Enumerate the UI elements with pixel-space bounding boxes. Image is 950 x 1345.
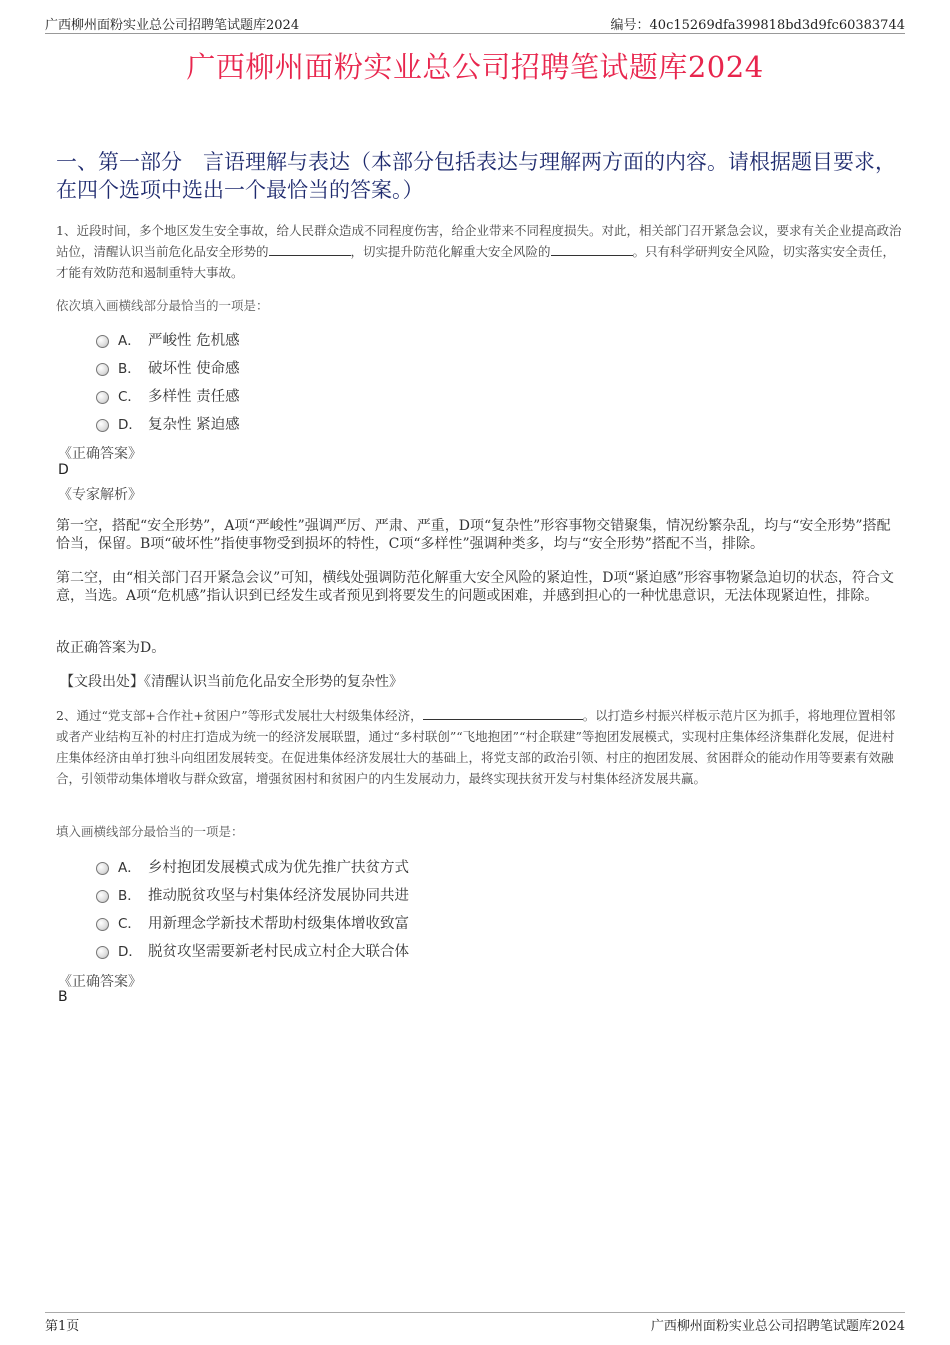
radio-button-icon[interactable] (96, 363, 109, 376)
question-1-text-part-a: 1、近段时间，多个地区发生安全事故，给人民群众造成不同程度伤害，给企业带来不同程度损失。对此，相关部门召开紧急会议，要求有关企业提高政治站位，清醒认识当前危化品安全形势的 (56, 223, 902, 259)
option-d[interactable] (96, 936, 409, 964)
radio-button-icon[interactable] (96, 946, 109, 959)
option-text: 脱贫攻坚需要新老村民成立村企大联合体 (148, 943, 409, 960)
answer-blank-2 (551, 244, 633, 256)
answer-blank-1 (269, 244, 351, 256)
analysis-paragraph-1: 第一空，搭配“安全形势”，A项“严峻性”强调严厉、严肃、严重，D项“复杂性”形容事物交错聚集，情况纷繁杂乱，均与“安全形势”搭配恰当，保留。B项“破坏性”指使事物受到损坏的特性，C项“多样性”强调种类多，均与“安全形势”搭配不当，排除。 (56, 518, 891, 552)
analysis-paragraph-2: 第二空，由“相关部门召开紧急会议”可知，横线处强调防范化解重大安全风险的紧迫性，D项“紧迫感”形容事物紧急迫切的状态，符合文意，当选。A项“危机感”指认识到已经发生或者预见到将要发生的问题或困难，并感到担心的一种忧患意识，无法体现紧迫性，排除。 (56, 570, 894, 604)
source-citation: 【文段出处】《清醒认识当前危化品安全形势的复杂性》 (60, 674, 403, 690)
option-text: 用新理念学新技术帮助村级集体增收致富 (148, 915, 409, 932)
option-c[interactable] (96, 908, 409, 936)
section-heading: 一、第一部分 言语理解与表达（本部分包括表达与理解两方面的内容。请根据题目要求，在四个选项中选出一个最恰当的答案。） (56, 150, 896, 202)
correct-answer: D (58, 462, 69, 478)
question-1-text-part-b: ，切实提升防范化解重大安全风险的 (350, 244, 551, 259)
option-text: 复杂性 紧迫感 (148, 416, 240, 433)
option-letter: A． (118, 333, 141, 349)
radio-button-icon[interactable] (96, 391, 109, 404)
question-1-text-part-c: 。只有科学研判安全风险，切实落实安全责任，才能有效防范和遏制重特大事故。 (56, 244, 896, 280)
answer-blank-3 (423, 708, 583, 720)
document-title: 广西柳州面粉实业总公司招聘笔试题库2024 (186, 50, 764, 84)
radio-button-icon[interactable] (96, 890, 109, 903)
option-c[interactable] (96, 381, 240, 409)
option-letter: B． (118, 888, 141, 904)
radio-button-icon[interactable] (96, 419, 109, 432)
radio-button-icon[interactable] (96, 862, 109, 875)
option-text: 严峻性 危机感 (148, 332, 240, 349)
header-doc-name: 广西柳州面粉实业总公司招聘笔试题库2024 (45, 18, 300, 33)
radio-button-icon[interactable] (96, 335, 109, 348)
option-text: 推动脱贫攻坚与村集体经济发展协同共进 (148, 887, 409, 904)
option-b[interactable] (96, 880, 409, 908)
question-2-text-part-a: 2、通过“党支部+合作社+贫困户”等形式发展壮大村级集体经济， (56, 708, 423, 723)
option-b[interactable] (96, 353, 240, 381)
option-a[interactable] (96, 325, 240, 353)
question-2-instruction: 填入画横线部分最恰当的一项是： (56, 824, 244, 839)
header-doc-id: 编号：40c15269dfa399818bd3d9fc60383744 (610, 18, 905, 33)
correct-answer-label: 《正确答案》 (58, 446, 142, 462)
analysis-conclusion: 故正确答案为D。 (56, 640, 166, 656)
question-1-options (96, 325, 240, 437)
option-letter: A． (118, 860, 141, 876)
option-letter: D． (118, 944, 142, 960)
option-text: 乡村抱团发展模式成为优先推广扶贫方式 (148, 859, 409, 876)
question-1-instruction: 依次填入画横线部分最恰当的一项是： (56, 298, 269, 313)
option-letter: B． (118, 361, 141, 377)
question-1-text (56, 220, 904, 283)
question-2-options (96, 852, 409, 964)
expert-analysis-label: 《专家解析》 (58, 487, 142, 503)
option-a[interactable] (96, 852, 409, 880)
option-d[interactable] (96, 409, 240, 437)
correct-answer: B (58, 989, 68, 1005)
option-text: 多样性 责任感 (148, 388, 240, 405)
page-header (45, 12, 905, 34)
radio-button-icon[interactable] (96, 918, 109, 931)
option-letter: D． (118, 417, 142, 433)
option-letter: C． (118, 916, 141, 932)
option-letter: C． (118, 389, 141, 405)
question-2-text (56, 705, 904, 789)
footer-doc-name: 广西柳州面粉实业总公司招聘笔试题库2024 (650, 1319, 905, 1334)
page-footer (45, 1312, 905, 1332)
correct-answer-label: 《正确答案》 (58, 974, 142, 990)
page-number: 第1页 (45, 1319, 80, 1334)
question-2-text-part-b: 。以打造乡村振兴样板示范片区为抓手，将地理位置相邻或者产业结构互补的村庄打造成为统一的经济发展联盟，通过“多村联创”“飞地抱团”“村企联建”等抱团发展模式，实现村庄集体经济集群化发展，促进村庄集体经济由单打独斗向组团发展转变。在促进集体经济发展壮大的基础上，将党支部的政治引领、村庄的抱团发展、贫困群众的能动作用等要素有效融合，引领带动集体增收与群众致富，增强贫困村和贫困户的内生发展动力，最终实现扶贫开发与村集体经济发展共赢。 (56, 708, 896, 786)
option-text: 破坏性 使命感 (148, 360, 240, 377)
